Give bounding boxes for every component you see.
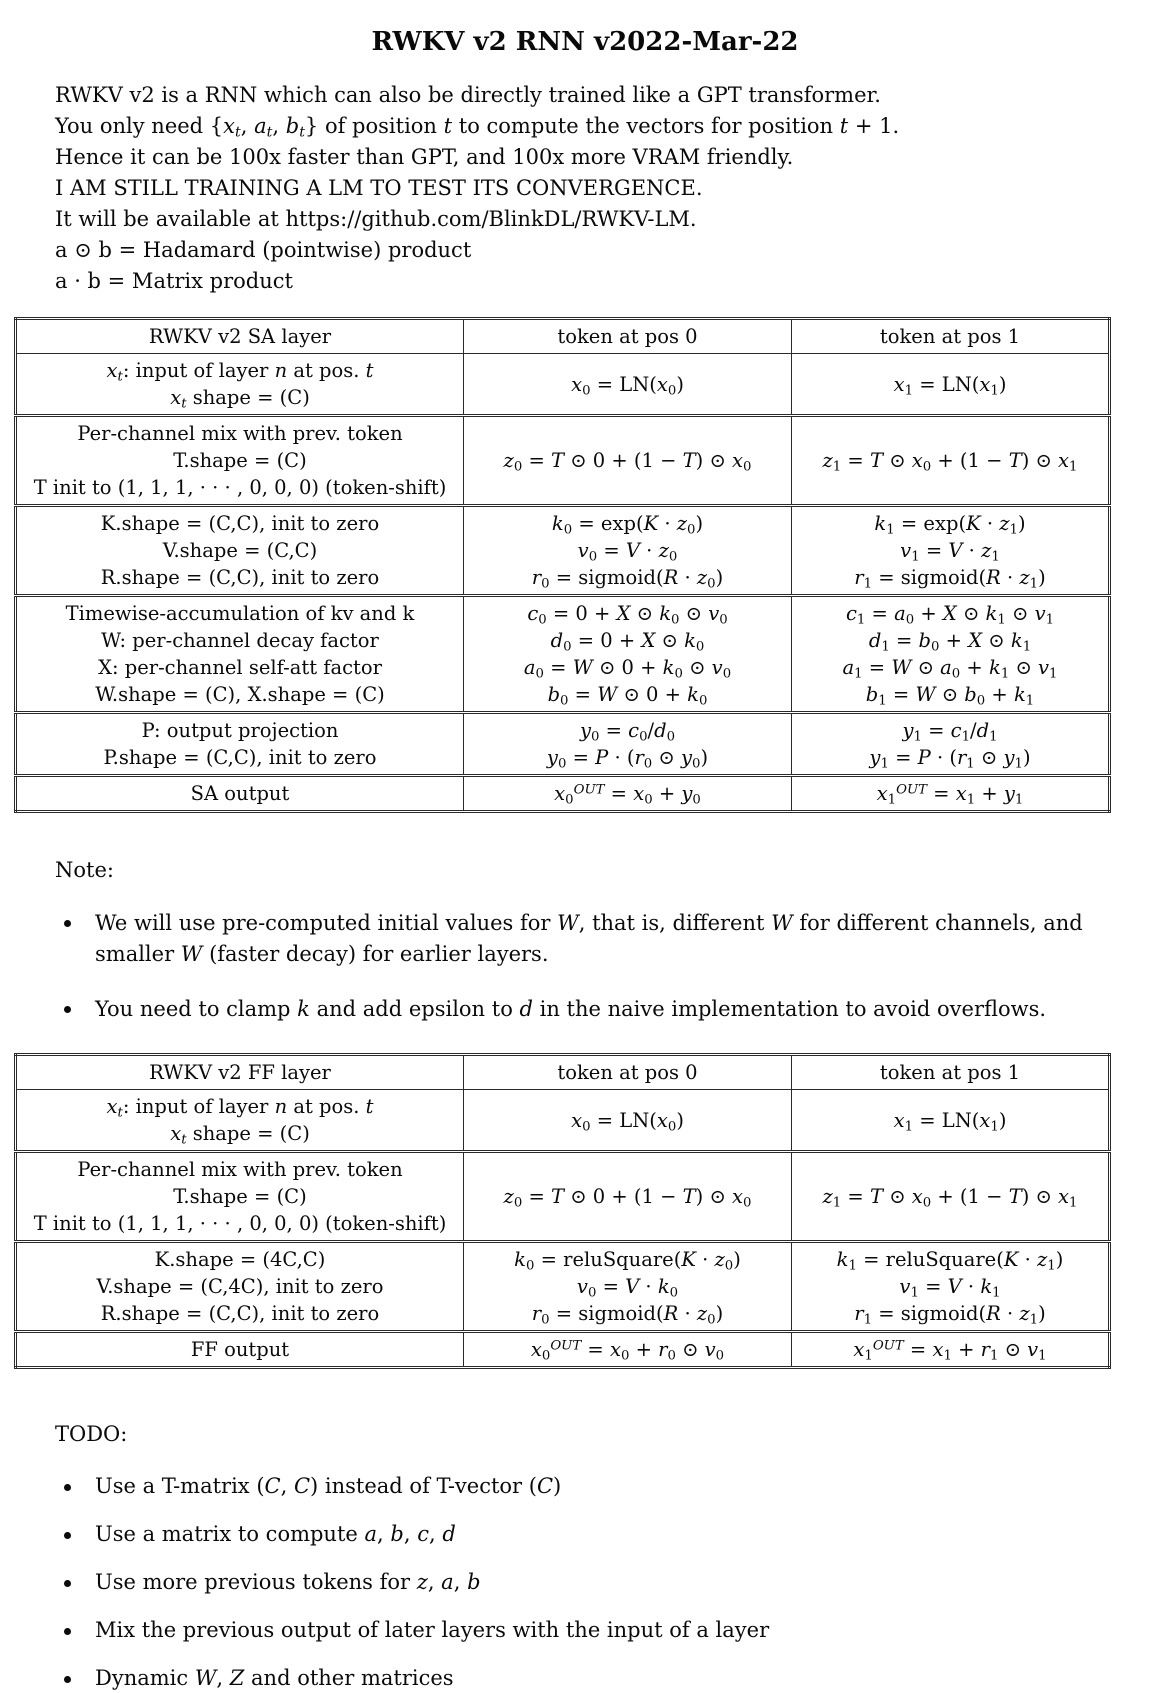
- formula-line: $x_1^{OUT} = x_1 + r_1$ ⊙ $v_1$: [853, 1338, 1047, 1364]
- formula-line: $v_0 = V \cdot k_0$: [576, 1275, 679, 1301]
- table-row: [16, 506, 1110, 596]
- formula-line: T init to (1, 1, 1, · · · , 0, 0, 0) (token-shift): [33, 476, 447, 499]
- todo-bullet: [55, 1520, 1126, 1549]
- intro-line: [55, 173, 1126, 204]
- formula-line: $x_1^{OUT} = x_1 + y_1$: [876, 782, 1024, 808]
- formula-line: $k_0$ = reluSquare(K · $z_0$): [514, 1248, 741, 1274]
- token-pos1-cell: [792, 416, 1110, 506]
- formula-line: $y_1 = P \cdot (r_1$ ⊙ $y_1$): [869, 746, 1031, 772]
- formula-line: P.shape = (C,C), init to zero: [103, 746, 377, 769]
- column-header-text: RWKV v2 SA layer: [148, 325, 332, 348]
- formula-line: V.shape = (C,C): [162, 539, 318, 562]
- formula-line: $x_0 = LN(x_0)$: [571, 372, 684, 398]
- formula-line: Per-channel mix with prev. token: [77, 422, 403, 445]
- bullet-icon: [64, 1532, 71, 1539]
- token-pos1-cell: [792, 776, 1110, 812]
- column-header-text: token at pos 0: [557, 325, 698, 348]
- intro-line: [55, 266, 1126, 297]
- formula-line: $r_0$ = sigmoid(R · $z_0$): [531, 566, 724, 592]
- intro-line: [55, 111, 1126, 142]
- note-bullet-text: You need to clamp k and add epsilon to d in the naive implementation to avoid overflows.: [95, 997, 1047, 1021]
- token-pos1-cell: [792, 1242, 1110, 1332]
- formula-line: $y_0 = P \cdot (r_0$ ⊙ $y_0$): [546, 746, 709, 772]
- column-header-text: token at pos 0: [557, 1061, 698, 1084]
- formula-line: $x_0^{OUT} = x_0 + y_0$: [554, 782, 701, 808]
- bullet-icon: [64, 1006, 71, 1013]
- column-header: [792, 1055, 1110, 1090]
- formula-line: $x_t$ shape = (C): [170, 1122, 310, 1148]
- formula-line: W: per-channel decay factor: [101, 629, 379, 652]
- token-pos1-cell: [792, 1332, 1110, 1368]
- token-pos0-cell: [464, 1152, 792, 1242]
- formula-line: $k_0 = \exp(K \cdot z_0)$: [551, 512, 704, 538]
- formula-line: $z_0 = T$ ⊙ 0 + (1 − T) ⊙ $x_0$: [503, 1185, 752, 1211]
- table-row: [16, 596, 1110, 713]
- token-pos0-cell: [464, 1242, 792, 1332]
- todo-bullet: [55, 1616, 1126, 1645]
- formula-line: $b_0 = W$ ⊙ $0 + k_0$: [547, 683, 708, 709]
- formula-line: R.shape = (C,C), init to zero: [100, 566, 380, 589]
- todo-bullet-text: Use a T-matrix (C, C) instead of T-vector (C): [95, 1474, 562, 1498]
- table-row: [16, 416, 1110, 506]
- formula-line: $y_1 = c_1/d_1$: [902, 719, 998, 745]
- token-pos1-cell: [792, 596, 1110, 713]
- formula-line: $r_1$ = sigmoid(R · $z_1$): [854, 566, 1046, 592]
- bullet-icon: [64, 1484, 71, 1491]
- formula-line: $a_1 = W$ ⊙ $a_0 + k_1$ ⊙ $v_1$: [842, 656, 1058, 682]
- formula-line: $x_0^{OUT} = x_0 + r_0$ ⊙ $v_0$: [530, 1338, 725, 1364]
- formula-line: $c_0 = 0 + X$ ⊙ $k_0$ ⊙ $v_0$: [527, 602, 728, 628]
- intro-line-text: RWKV v2 is a RNN which can also be directly trained like a GPT transformer.: [55, 83, 881, 107]
- token-pos0-cell: [464, 354, 792, 416]
- intro-line-text: a · b = Matrix product: [55, 269, 293, 293]
- note-bullet: [55, 908, 1126, 970]
- formula-line: $v_1 = V \cdot k_1$: [899, 1275, 1001, 1301]
- formula-line: P: output projection: [141, 719, 339, 742]
- row-label-cell: [16, 713, 464, 776]
- formula-line: W.shape = (C), X.shape = (C): [95, 683, 385, 706]
- column-header: [16, 1055, 464, 1090]
- todo-bullet-text: Dynamic W, Z and other matrices: [95, 1666, 454, 1690]
- note-bullet-list: [55, 908, 1126, 1025]
- row-label-cell: [16, 1242, 464, 1332]
- token-pos0-cell: [464, 776, 792, 812]
- intro-line: [55, 204, 1126, 235]
- token-pos0-cell: [464, 1090, 792, 1152]
- todo-bullet: [55, 1664, 1126, 1693]
- formula-line: $c_1 = a_0 + X$ ⊙ $k_1$ ⊙ $v_1$: [845, 602, 1055, 628]
- column-header-text: token at pos 1: [879, 325, 1021, 348]
- sa-layer-table: [14, 317, 1111, 813]
- formula-line: $v_0 = V \cdot z_0$: [577, 539, 678, 565]
- formula-line: $x_t$: input of layer n at pos. t: [106, 1095, 374, 1121]
- formula-line: $d_0 = 0 + X$ ⊙ $k_0$: [550, 629, 705, 655]
- row-label-cell: [16, 416, 464, 506]
- document-title: RWKV v2 RNN v2022-Mar-22: [371, 27, 799, 57]
- column-header: [464, 319, 792, 354]
- formula-line: $v_1 = V \cdot z_1$: [900, 539, 1000, 565]
- token-pos0-cell: [464, 506, 792, 596]
- row-label-cell: [16, 1332, 464, 1368]
- formula-line: K.shape = (C,C), init to zero: [100, 512, 380, 535]
- intro-line: [55, 235, 1126, 266]
- todo-bullet-list: [55, 1472, 1126, 1693]
- formula-line: T.shape = (C): [173, 449, 307, 472]
- formula-line: K.shape = (4C,C): [154, 1248, 326, 1271]
- formula-line: $r_1$ = sigmoid(R · $z_1$): [854, 1302, 1046, 1328]
- table-row: [16, 1152, 1110, 1242]
- formula-line: SA output: [190, 782, 290, 805]
- bullet-icon: [64, 1628, 71, 1635]
- bullet-icon: [64, 1676, 71, 1683]
- todo-bullet: [55, 1568, 1126, 1597]
- token-pos1-cell: [792, 506, 1110, 596]
- table-row: [16, 713, 1110, 776]
- bullet-icon: [64, 1580, 71, 1587]
- formula-line: V.shape = (C,4C), init to zero: [96, 1275, 384, 1298]
- formula-line: $x_t$: input of layer n at pos. t: [106, 359, 374, 385]
- note-bullet-text: We will use pre-computed initial values for W, that is, different W for different channels, and smaller W (faster decay) for earlier layers.: [95, 911, 1083, 966]
- token-pos0-cell: [464, 416, 792, 506]
- ff-table-section: [14, 1053, 1156, 1369]
- sa-table-section: [14, 317, 1156, 813]
- table-row: [16, 1242, 1110, 1332]
- column-header: [792, 319, 1110, 354]
- formula-line: T init to (1, 1, 1, · · · , 0, 0, 0) (token-shift): [33, 1212, 447, 1235]
- formula-line: R.shape = (C,C), init to zero: [100, 1302, 380, 1325]
- intro-line-text: a ⊙ b = Hadamard (pointwise) product: [55, 238, 472, 262]
- row-label-cell: [16, 354, 464, 416]
- formula-line: T.shape = (C): [173, 1185, 307, 1208]
- intro-line-text: Hence it can be 100x faster than GPT, and 100x more VRAM friendly.: [55, 145, 794, 169]
- formula-line: $r_0$ = sigmoid(R · $z_0$): [531, 1302, 724, 1328]
- formula-line: $z_1 = T$ ⊙ $x_0 + (1 - T)$ ⊙ $x_1$: [822, 449, 1078, 475]
- formula-line: $z_1 = T$ ⊙ $x_0 + (1 - T)$ ⊙ $x_1$: [822, 1185, 1078, 1211]
- row-label-cell: [16, 506, 464, 596]
- intro-line-text: I AM STILL TRAINING A LM TO TEST ITS CONVERGENCE.: [55, 176, 703, 200]
- column-header: [464, 1055, 792, 1090]
- formula-line: $b_1 = W$ ⊙ $b_0 + k_1$: [865, 683, 1035, 709]
- formula-line: $k_1$ = reluSquare(K · $z_1$): [836, 1248, 1064, 1274]
- todo-section: [55, 1419, 1126, 1693]
- formula-line: $y_0 = c_0/d_0$: [579, 719, 676, 745]
- formula-line: $z_0 = T$ ⊙ 0 + (1 − T) ⊙ $x_0$: [503, 449, 752, 475]
- todo-heading: TODO:: [55, 1422, 128, 1446]
- intro-line-text: You only need {$x_t$, $a_t$, $b_t$} of position t to compute the vectors for position t + 1.: [55, 114, 900, 141]
- formula-line: Per-channel mix with prev. token: [77, 1158, 403, 1181]
- table-row: [16, 354, 1110, 416]
- todo-bullet: [55, 1472, 1126, 1501]
- intro-paragraph: [55, 80, 1126, 297]
- column-header-text: token at pos 1: [879, 1061, 1021, 1084]
- token-pos0-cell: [464, 713, 792, 776]
- token-pos1-cell: [792, 713, 1110, 776]
- token-pos0-cell: [464, 596, 792, 713]
- note-heading: Note:: [55, 858, 114, 882]
- token-pos1-cell: [792, 1090, 1110, 1152]
- row-label-cell: [16, 1090, 464, 1152]
- row-label-cell: [16, 776, 464, 812]
- formula-line: $a_0 = W$ ⊙ $0 + k_0$ ⊙ $v_0$: [523, 656, 732, 682]
- formula-line: $d_1 = b_0 + X$ ⊙ $k_1$: [868, 629, 1032, 655]
- formula-line: $x_0 = LN(x_0)$: [571, 1108, 684, 1134]
- todo-bullet-text: Mix the previous output of later layers with the input of a layer: [95, 1618, 770, 1642]
- table-header-row: [16, 319, 1110, 354]
- intro-line-text: It will be available at https://github.com/BlinkDL/RWKV-LM.: [55, 207, 697, 231]
- formula-line: $k_1 = \exp(K \cdot z_1)$: [874, 512, 1026, 538]
- table-row: [16, 776, 1110, 812]
- row-label-cell: [16, 596, 464, 713]
- formula-line: Timewise-accumulation of kv and k: [65, 602, 415, 625]
- formula-line: X: per-channel self-att factor: [98, 656, 382, 679]
- token-pos1-cell: [792, 354, 1110, 416]
- token-pos1-cell: [792, 1152, 1110, 1242]
- formula-line: $x_1 = LN(x_1)$: [893, 372, 1007, 398]
- table-row: [16, 1332, 1110, 1368]
- table-header-row: [16, 1055, 1110, 1090]
- formula-line: $x_1 = LN(x_1)$: [893, 1108, 1007, 1134]
- token-pos0-cell: [464, 1332, 792, 1368]
- todo-bullet-text: Use more previous tokens for z, a, b: [95, 1570, 481, 1594]
- column-header: [16, 319, 464, 354]
- intro-line: [55, 80, 1126, 111]
- note-bullet: [55, 994, 1126, 1025]
- bullet-icon: [64, 920, 71, 927]
- ff-layer-table: [14, 1053, 1111, 1369]
- column-header-text: RWKV v2 FF layer: [149, 1061, 331, 1084]
- row-label-cell: [16, 1152, 464, 1242]
- formula-line: $x_t$ shape = (C): [170, 386, 310, 412]
- intro-line: [55, 142, 1126, 173]
- note-section: [55, 855, 1126, 1025]
- todo-bullet-text: Use a matrix to compute a, b, c, d: [95, 1522, 456, 1546]
- formula-line: FF output: [190, 1338, 290, 1361]
- table-row: [16, 1090, 1110, 1152]
